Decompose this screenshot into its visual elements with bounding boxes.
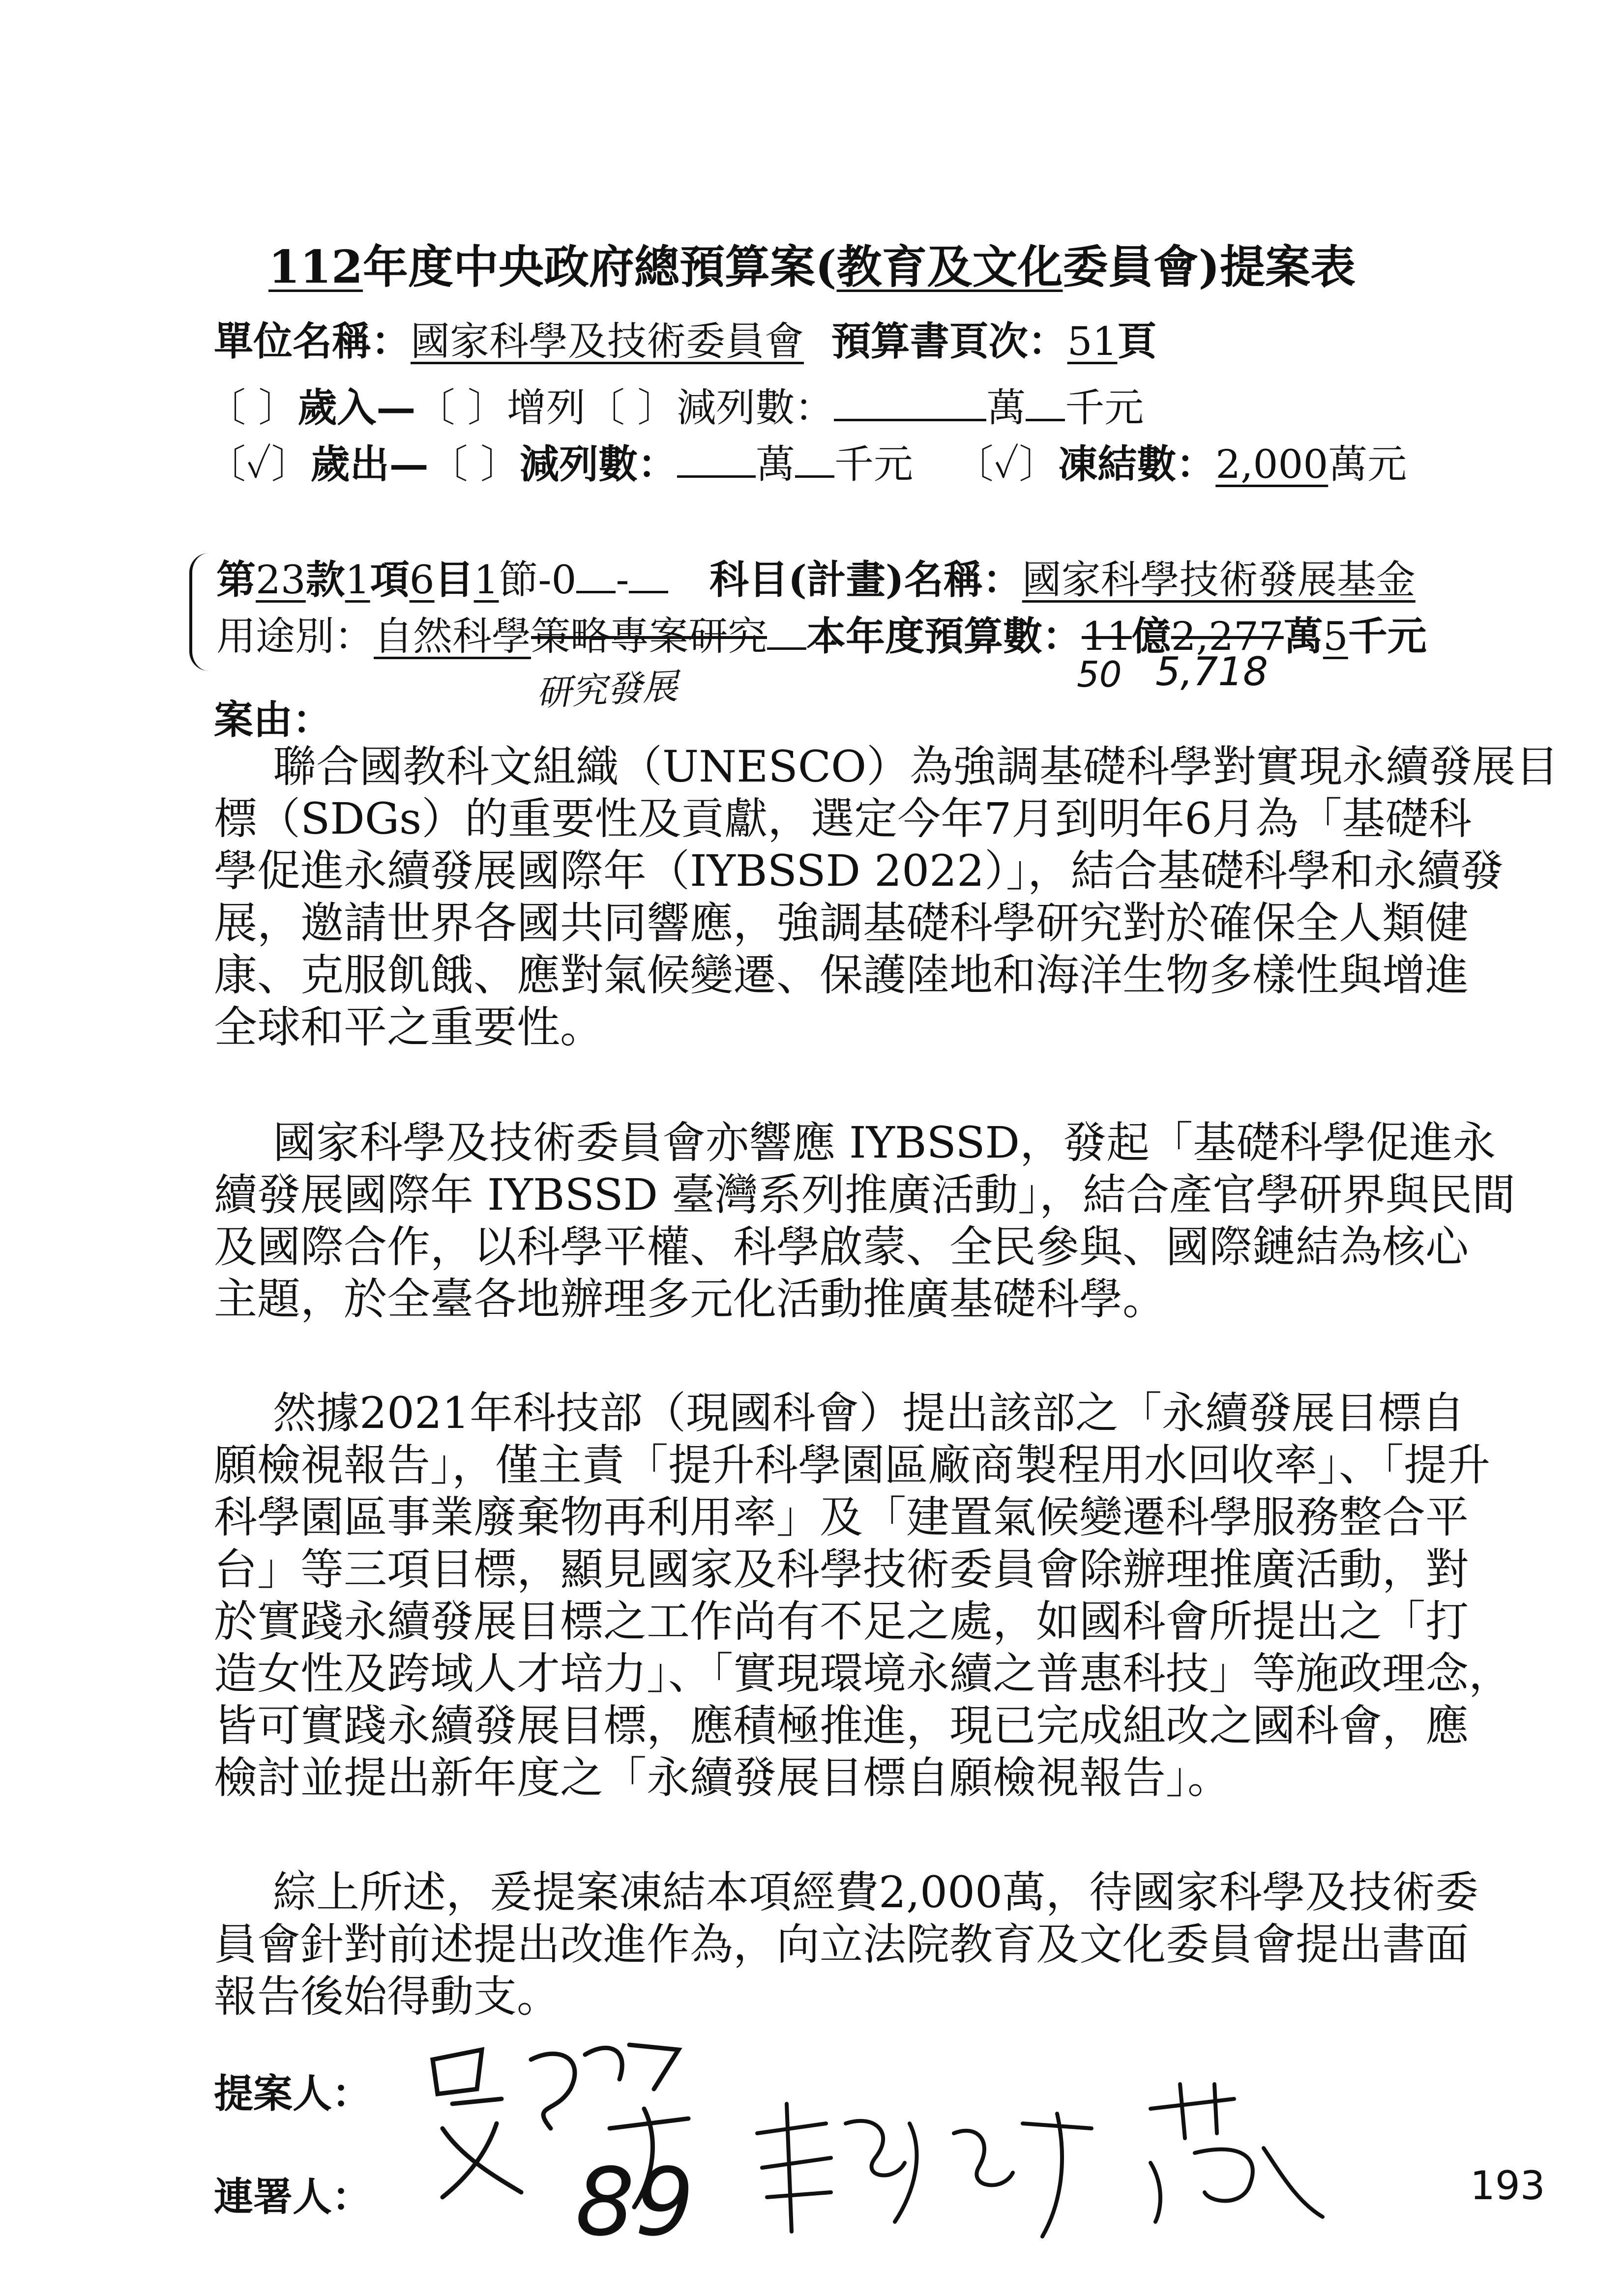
page-label: 預算書頁次： xyxy=(831,318,1067,364)
budget-qian: 5 xyxy=(1323,613,1348,659)
revenue-line xyxy=(207,376,1144,433)
handwritten-signature-number: 89 xyxy=(575,2148,694,2257)
wan-label: 萬 xyxy=(1283,613,1323,659)
wan-blank xyxy=(834,384,986,421)
cosigner-label: 連署人： xyxy=(214,2174,371,2220)
paragraph-1-line: 康、克服飢餓、應對氣候變遷、保護陸地和海洋生物多樣性與增進 xyxy=(214,950,1469,1000)
section-line xyxy=(216,548,1416,605)
handwritten-page-number: 193 xyxy=(1470,2163,1545,2209)
usage-value: 自然科學 xyxy=(374,613,531,659)
paragraph-3-line: 願檢視報告」，僅主責「提升科學園區廠商製程用水回收率」、「提升 xyxy=(214,1440,1491,1490)
paragraph-3-line: 造女性及跨域人才培力」、「實現環境永續之普惠科技」等施政理念， xyxy=(214,1648,1512,1699)
paragraph-2-line: 主題，於全臺各地辦理多元化活動推廣基礎科學。 xyxy=(214,1274,1166,1324)
paragraph-4-line: 綜上所述，爰提案凍結本項經費2,000萬，待國家科學及技術委 xyxy=(273,1867,1478,1918)
wan-blank xyxy=(677,441,756,478)
paragraph-2-line: 續發展國際年 IYBSSD 臺灣系列推廣活動」，結合產官學研界與民間 xyxy=(214,1169,1516,1220)
budget-yi: 11 xyxy=(1082,613,1132,659)
subject-value: 國家科學技術發展基金 xyxy=(1022,557,1416,603)
blank xyxy=(576,556,616,593)
section-bracket xyxy=(189,553,212,671)
freeze-value: 2,000 xyxy=(1215,441,1329,487)
cosigner-signature-2 xyxy=(1136,2079,1332,2227)
unit-value: 國家科學及技術委員會 xyxy=(411,319,804,364)
increase-label: 增列 xyxy=(506,385,586,431)
decrease-checkbox: 〔 〕 xyxy=(585,385,677,431)
revenue-label: 歲入— xyxy=(297,384,416,431)
paragraph-4-line: 員會針對前述提出改進作為，向立法院教育及文化委員會提出書面 xyxy=(214,1919,1469,1970)
yi-label: 億 xyxy=(1131,613,1171,659)
title-text-end: 委員會)提案表 xyxy=(1063,240,1356,293)
handwritten-yi-correction: 50 xyxy=(1077,654,1122,695)
qian-label: 千元 xyxy=(834,441,914,487)
qian-blank xyxy=(1026,384,1065,421)
qian-label: 千元 xyxy=(1348,613,1427,659)
page-value: 51 xyxy=(1067,319,1118,364)
unit-label: 單位名稱： xyxy=(214,318,411,364)
handwritten-wan-correction: 5,718 xyxy=(1155,649,1269,695)
proposer-label: 提案人： xyxy=(214,2070,371,2117)
budget-wan: 2,277 xyxy=(1171,613,1284,659)
paragraph-3-line: 皆可實踐永續發展目標，應積極推進，現已完成組改之國科會，應 xyxy=(214,1700,1469,1751)
decrease-label: 減列數： xyxy=(677,385,834,431)
mu-label: 目 xyxy=(434,556,474,603)
paragraph-3-line: 台」等三項目標，顯見國家及科學技術委員會除辦理推廣活動，對 xyxy=(214,1544,1469,1595)
paragraph-3-line: 科學園區事業廢棄物再利用率」及「建置氣候變遷科學服務整合平 xyxy=(214,1492,1469,1542)
freeze-label: 凍結數： xyxy=(1058,441,1216,487)
expenditure-checkbox: 〔✓〕 xyxy=(207,441,311,487)
cosigner-signature-1 xyxy=(747,2094,1101,2241)
kuan-value: 23 xyxy=(256,557,306,603)
mu-value: 6 xyxy=(409,557,435,603)
kuan-label: 款 xyxy=(305,556,345,603)
wan-label: 萬 xyxy=(756,441,796,487)
reason-label: 案由： xyxy=(214,697,332,743)
subject-label: 科目(計畫)名稱： xyxy=(709,556,1022,603)
page-title xyxy=(0,231,1624,296)
revenue-checkbox: 〔 〕 xyxy=(207,385,298,431)
paragraph-3-line: 然據2021年科技部（現國科會）提出該部之「永續發展目標自 xyxy=(273,1388,1465,1438)
decrease-label: 減列數： xyxy=(520,441,678,487)
paragraph-2-line: 國家科學及技術委員會亦響應 IYBSSD，發起「基礎科學促進永 xyxy=(273,1117,1496,1168)
paragraph-1-line: 學促進永續發展國際年（IYBSSD 2022）」，結合基礎科學和永續發 xyxy=(214,845,1504,896)
xiang-value: 1 xyxy=(345,557,370,603)
wan-label: 萬 xyxy=(986,385,1026,431)
paragraph-3-line: 檢討並提出新年度之「永續發展目標自願檢視報告」。 xyxy=(214,1752,1231,1803)
section-di: 第 xyxy=(216,556,256,603)
usage-label: 用途別： xyxy=(216,613,374,659)
paragraph-1-line: 展，邀請世界各國共同響應，強調基礎科學研究對於確保全人類健 xyxy=(214,898,1469,948)
unit-line xyxy=(214,310,1157,366)
jie-label: 節-0 xyxy=(499,557,577,603)
expenditure-line xyxy=(207,433,1407,489)
title-year: 112 xyxy=(268,240,363,293)
qian-label: 千元 xyxy=(1065,385,1144,431)
title-committee: 教育及文化 xyxy=(836,240,1063,293)
expenditure-label: 歲出— xyxy=(310,441,429,487)
title-text: 年度中央政府總預算案( xyxy=(362,240,837,293)
usage-value-struck: 策略專案研究 xyxy=(531,613,767,659)
decrease-checkbox: 〔 〕 xyxy=(428,441,520,487)
budget-label: 本年度預算數： xyxy=(806,613,1082,659)
blank xyxy=(629,556,668,593)
paragraph-2-line: 及國際合作，以科學平權、科學啟蒙、全民參與、國際鏈結為核心 xyxy=(214,1221,1469,1272)
paragraph-1-line: 全球和平之重要性。 xyxy=(214,1002,604,1052)
paragraph-1-line: 聯合國教科文組織（UNESCO）為強調基礎科學對實現永續發展目 xyxy=(273,741,1559,792)
page-suffix: 頁 xyxy=(1117,318,1157,364)
freeze-checkbox: 〔✓〕 xyxy=(954,441,1059,487)
paragraph-3-line: 於實踐永續發展目標之工作尚有不足之處，如國科會所提出之「打 xyxy=(214,1596,1469,1647)
increase-checkbox: 〔 〕 xyxy=(415,385,507,431)
paragraph-1-line: 標（SDGs）的重要性及貢獻，選定今年7月到明年6月為「基礎科 xyxy=(214,793,1472,844)
jie-value: 1 xyxy=(473,557,499,603)
handwritten-usage-correction: 研究發展 xyxy=(535,665,679,714)
blank xyxy=(767,613,806,650)
freeze-unit: 萬元 xyxy=(1328,441,1407,487)
xiang-label: 項 xyxy=(370,556,410,603)
qian-blank xyxy=(795,441,834,478)
paragraph-4-line: 報告後始得動支。 xyxy=(214,1971,561,2022)
dash: - xyxy=(616,557,629,603)
